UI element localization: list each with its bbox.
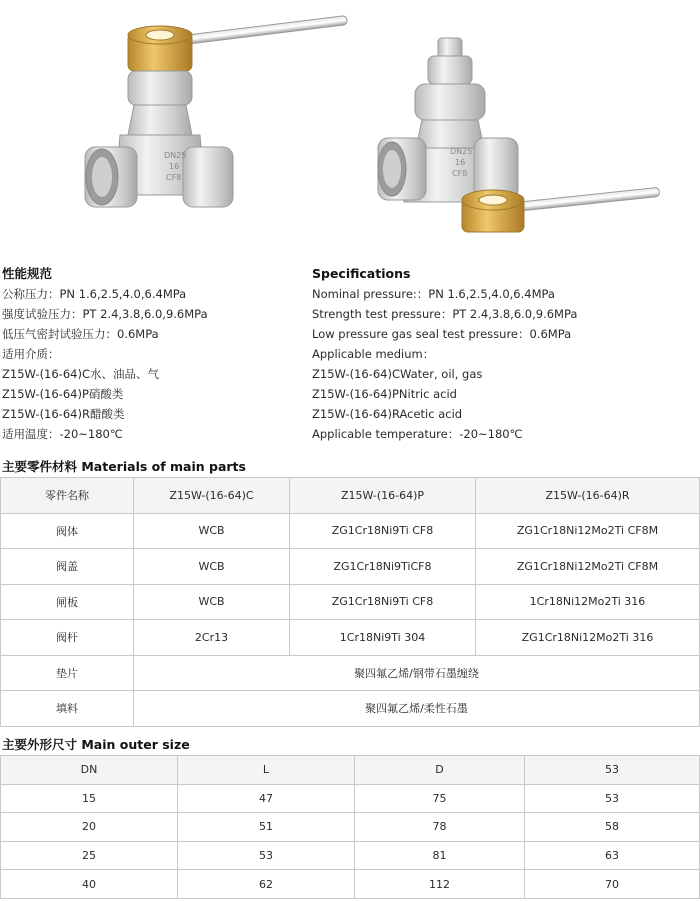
spec-line: 适用温度：-20~180℃ xyxy=(2,427,123,441)
table-cell: 112 xyxy=(355,870,525,899)
column-header: D xyxy=(355,756,525,785)
column-header: 零件名称 xyxy=(1,478,134,514)
table-cell: 填料 xyxy=(1,691,134,727)
spec-line: Low pressure gas seal test pressure：0.6MPa xyxy=(312,327,572,341)
table-cell: ZG1Cr18Ni12Mo2Ti CF8M xyxy=(476,513,700,549)
body-marking-material: CF8 xyxy=(166,173,182,182)
table-cell: 51 xyxy=(178,813,355,842)
table-cell: 78 xyxy=(355,813,525,842)
table-row xyxy=(1,691,700,727)
table-cell: WCB xyxy=(134,513,290,549)
table-row xyxy=(1,584,700,620)
table-cell: 20 xyxy=(1,813,178,842)
body-marking-pn: 16 xyxy=(455,158,466,167)
table-row xyxy=(1,841,700,870)
handle-rod xyxy=(520,187,660,211)
materials-title: 主要零件材料 Materials of main parts xyxy=(2,459,246,474)
table-cell: 1Cr18Ni9Ti 304 xyxy=(290,620,476,656)
table-cell: 25 xyxy=(1,841,178,870)
column-header: Z15W-(16-64)R xyxy=(476,478,700,514)
table-cell-merged: 聚四氟乙烯/柔性石墨 xyxy=(134,691,700,727)
spec-line: 强度试验压力：PT 2.4,3.8,6.0,9.6MPa xyxy=(2,307,208,321)
size-table xyxy=(0,755,700,899)
table-cell: ZG1Cr18Ni12Mo2Ti CF8M xyxy=(476,549,700,585)
valve-photo-left xyxy=(80,15,355,235)
valve-photo-right xyxy=(370,30,670,245)
table-cell: 53 xyxy=(178,841,355,870)
table-row xyxy=(1,549,700,585)
column-header: DN xyxy=(1,756,178,785)
specs-english xyxy=(312,264,577,444)
body-marking-material: CF8 xyxy=(452,169,468,178)
table-cell: 阀杆 xyxy=(1,620,134,656)
body-marking-dn: DN25 xyxy=(450,147,473,156)
table-header-row xyxy=(1,478,700,514)
spec-line: 低压气密封试验压力：0.6MPa xyxy=(2,327,159,341)
table-cell: 15 xyxy=(1,784,178,813)
column-header: Z15W-(16-64)P xyxy=(290,478,476,514)
spec-line: 适用介质： xyxy=(2,347,60,361)
spec-line: Z15W-(16-64)C水、油品、气 xyxy=(2,367,159,381)
column-header: 53 xyxy=(525,756,700,785)
table-cell: 63 xyxy=(525,841,700,870)
table-row xyxy=(1,655,700,691)
spec-line: Nominal pressure:：PN 1.6,2.5,4.0,6.4MPa xyxy=(312,287,555,301)
table-cell: 47 xyxy=(178,784,355,813)
spec-line: Z15W-(16-64)P硝酸类 xyxy=(2,387,124,401)
table-cell: 垫片 xyxy=(1,655,134,691)
table-row xyxy=(1,784,700,813)
spec-line: 公称压力：PN 1.6,2.5,4.0,6.4MPa xyxy=(2,287,187,301)
table-header-row xyxy=(1,756,700,785)
handle-rod xyxy=(188,16,348,44)
table-row xyxy=(1,813,700,842)
specs-title-cn: 性能规范 xyxy=(2,266,53,281)
table-cell: ZG1Cr18Ni9Ti CF8 xyxy=(290,584,476,620)
table-cell: 53 xyxy=(525,784,700,813)
table-cell: 75 xyxy=(355,784,525,813)
spec-line: Z15W-(16-64)CWater, oil, gas xyxy=(312,367,483,381)
specs-title-en: Specifications xyxy=(312,266,411,281)
table-cell: 70 xyxy=(525,870,700,899)
table-cell: 1Cr18Ni12Mo2Ti 316 xyxy=(476,584,700,620)
table-cell: 58 xyxy=(525,813,700,842)
table-cell: 闸板 xyxy=(1,584,134,620)
table-cell: 2Cr13 xyxy=(134,620,290,656)
table-row xyxy=(1,620,700,656)
table-cell: 62 xyxy=(178,870,355,899)
materials-table xyxy=(0,477,700,727)
table-cell: WCB xyxy=(134,549,290,585)
column-header: Z15W-(16-64)C xyxy=(134,478,290,514)
body-marking-pn: 16 xyxy=(169,162,180,171)
spec-line: Strength test pressure：PT 2.4,3.8,6.0,9.6MPa xyxy=(312,307,578,321)
spec-line: Z15W-(16-64)R醋酸类 xyxy=(2,407,125,421)
column-header: L xyxy=(178,756,355,785)
table-cell: WCB xyxy=(134,584,290,620)
specs-chinese xyxy=(2,264,208,444)
spec-line: Applicable medium： xyxy=(312,347,435,361)
table-cell: ZG1Cr18Ni9TiCF8 xyxy=(290,549,476,585)
table-cell: 阀体 xyxy=(1,513,134,549)
table-cell: ZG1Cr18Ni9Ti CF8 xyxy=(290,513,476,549)
table-cell: 40 xyxy=(1,870,178,899)
table-row xyxy=(1,513,700,549)
table-cell: ZG1Cr18Ni12Mo2Ti 316 xyxy=(476,620,700,656)
table-row xyxy=(1,870,700,899)
table-cell: 81 xyxy=(355,841,525,870)
table-cell-merged: 聚四氟乙烯/钢带石墨缠绕 xyxy=(134,655,700,691)
spec-line: Z15W-(16-64)RAcetic acid xyxy=(312,407,463,421)
body-marking-dn: DN25 xyxy=(164,151,187,160)
table-cell: 阀盖 xyxy=(1,549,134,585)
size-title: 主要外形尺寸 Main outer size xyxy=(2,737,190,752)
spec-line: Applicable temperature：-20~180℃ xyxy=(312,427,523,441)
spec-line: Z15W-(16-64)PNitric acid xyxy=(312,387,457,401)
